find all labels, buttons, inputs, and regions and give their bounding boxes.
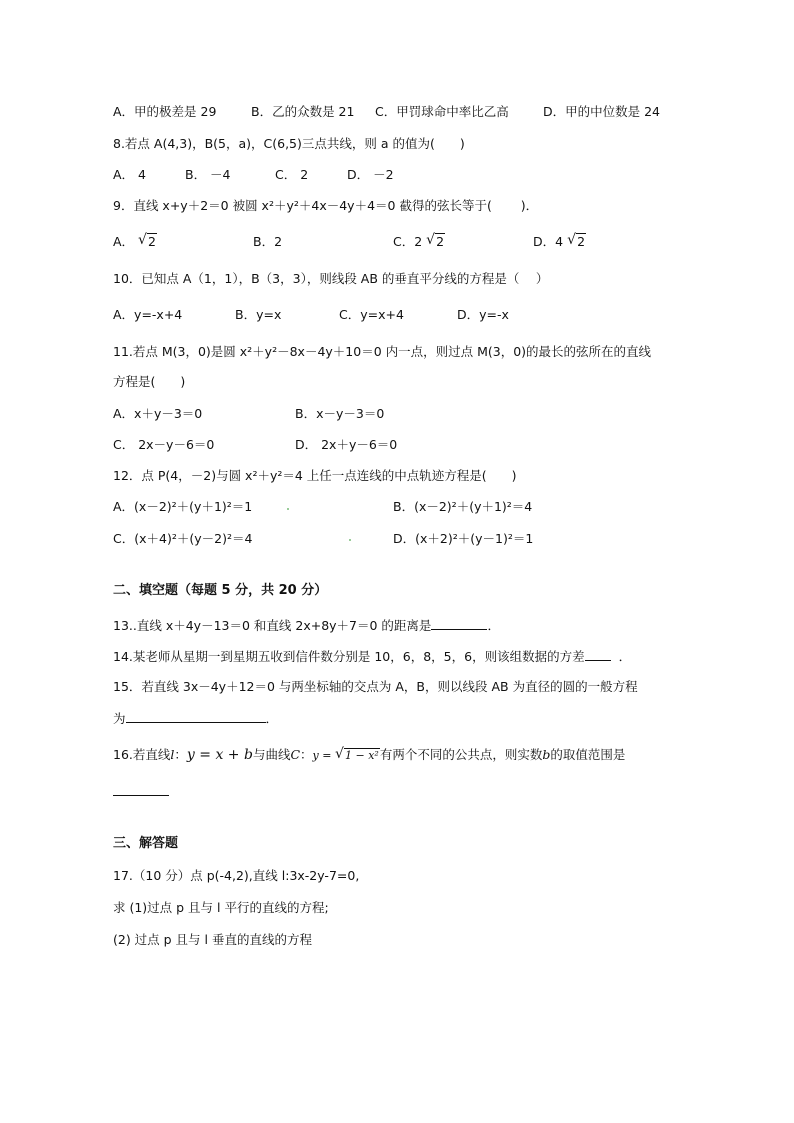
q8-option-a: A． 4 [113,167,146,182]
scan-speck [349,539,351,541]
q10-option-a: A．y=-x+4 [113,307,183,322]
q10-option-b: B．y=x [235,307,282,322]
q12-option-c: C．(x＋4)²＋(y－2)²＝4 [113,531,253,546]
q16-symbol-l: l [170,747,175,762]
q7-option-c: C．甲罚球命中率比乙高 [375,104,509,119]
q17-part1: 求 (1)过点 p 且与 l 平行的直线的方程; [113,900,329,915]
q10-stem: 10．已知点 A（1，1），B（3，3），则线段 AB 的垂直平分线的方程是（ ） [113,271,549,286]
q9-option-c-radicand: 2 [436,234,445,249]
q17-part2: (2) 过点 p 且与 l 垂直的直线的方程 [113,932,312,947]
q16-equation-curve [312,746,380,762]
answer-blank [126,710,266,723]
scan-speck [287,508,289,510]
q9-option-a-prefix: A． [113,234,135,249]
q9-option-d [533,234,586,250]
q10-option-d: D．y=-x [457,307,509,322]
q15-line2 [113,710,278,727]
q16-part1: 16.若直线 [113,747,171,762]
sqrt-symbol: √ 2 [138,232,156,249]
q14-end: ． [618,649,632,664]
q11-option-d: D． 2x＋y－6＝0 [295,437,398,452]
q16-symbol-c: C [290,747,301,762]
q10-option-c: C．y=x+4 [339,307,404,322]
section-3-title: 三、解答题 [113,836,179,851]
sqrt-symbol: √ 1 − x² [334,746,379,762]
q13-text: 13..直线 x＋4y－13＝0 和直线 2x+8y＋7＝0 的距离是 [113,618,432,633]
q14-text: 14.某老师从星期一到星期五收到信件数分别是 10，6，8，5，6，则该组数据的方差 [113,649,585,664]
answer-blank [585,648,611,661]
sqrt-symbol: √ 2 [426,232,445,249]
q16 [113,747,625,764]
section-2-title: 二、填空题（每题 5 分，共 20 分） [113,583,328,598]
q9-stem: 9．直线 x+y＋2＝0 被圆 x²＋y²＋4x－4y＋4＝0 截得的弦长等于( )． [113,198,539,213]
q7-option-b: B．乙的众数是 21 [251,104,355,119]
q11-option-c: C． 2x－y－6＝0 [113,437,215,452]
q11-stem-line2: 方程是( ) [113,374,186,389]
q14 [113,648,631,665]
q8-stem: 8.若点 A(4,3)，B(5，a)，C(6,5)三点共线，则 a 的值为( ) [113,136,465,151]
q17-stem: 17.（10 分）点 p(-4,2),直线 l:3x-2y-7=0, [113,868,360,883]
q9-option-d-prefix: D．4 [533,234,564,249]
q12-option-d: D．(x＋2)²＋(y－1)²＝1 [393,531,534,546]
q7-option-d: D．甲的中位数是 24 [543,104,661,119]
q11-stem-line1: 11.若点 M(3，0)是圆 x²＋y²－8x－4y＋10＝0 内一点，则过点 M(3，0)的最长的弦所在的直线 [113,344,652,359]
q16-equation-curve-left: y = [312,749,332,762]
q9-option-c [393,234,445,250]
q13-end: ． [487,618,500,633]
q16-part3: 与曲线 [252,747,291,762]
q16-part6: 的取值范围是 [550,747,626,762]
q8-option-b: B． －4 [185,167,231,182]
q9-option-a [113,234,157,250]
q15-line2-text: 为 [113,711,126,726]
q9-option-c-prefix: C．2 [393,234,423,249]
answer-blank [431,617,487,630]
q16-part4: ： [300,747,313,762]
q16-part5: 有两个不同的公共点，则实数 [379,747,543,762]
q16-equation-line: y = x + b [186,747,253,763]
q9-option-b: B．2 [253,234,283,249]
q11-option-b: B．x－y－3＝0 [295,406,385,421]
q16-part2: ： [174,747,187,762]
q9-option-a-radicand: 2 [148,234,156,249]
q13 [113,617,500,634]
q15-end: ． [265,711,279,726]
q16-equation-curve-radicand: 1 − x² [344,749,379,762]
q8-option-d: D． －2 [347,167,394,182]
q11-option-a: A．x＋y－3＝0 [113,406,203,421]
q15-line1: 15．若直线 3x－4y＋12＝0 与两坐标轴的交点为 A，B，则以线段 AB 为直径的圆的一般方程 [113,679,638,694]
q7-option-a: A．甲的极差是 29 [113,104,217,119]
q12-option-b: B．(x－2)²＋(y＋1)²＝4 [393,499,533,514]
answer-blank [113,795,169,796]
q16-symbol-b: b [542,747,551,762]
q12-option-a: A．(x－2)²＋(y＋1)²＝1 [113,499,253,514]
q8-option-c: C． 2 [275,167,309,182]
q12-stem: 12．点 P(4，－2)与圆 x²＋y²＝4 上任一点连线的中点轨迹方程是( ) [113,468,517,483]
q9-option-d-radicand: 2 [577,234,586,249]
sqrt-symbol: √ 2 [567,232,586,249]
